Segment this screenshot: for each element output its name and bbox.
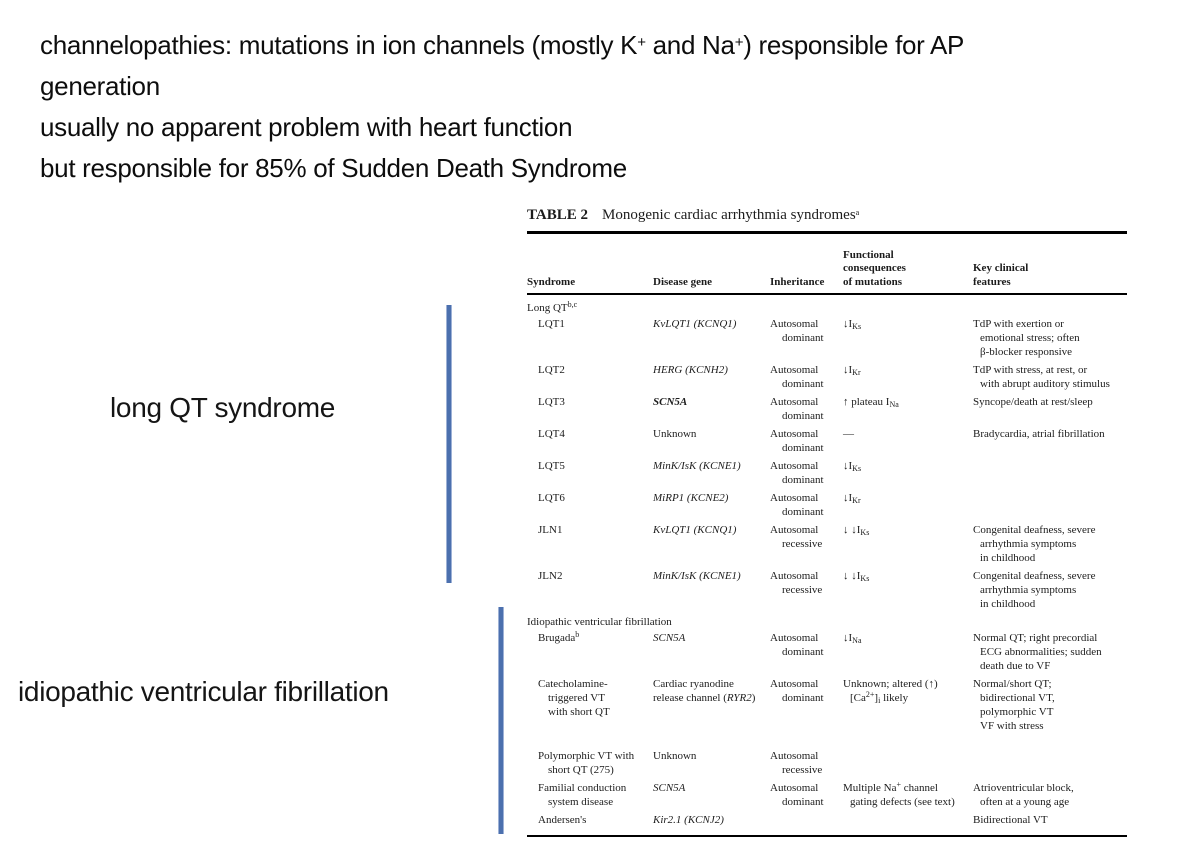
- cell-functional: $↓I_{Kr}$: [843, 364, 861, 377]
- cell-gene: SCN5A: [653, 396, 688, 408]
- table-title: [527, 205, 1127, 225]
- cell-syndrome: JLN2: [538, 570, 563, 582]
- intro-line: generation: [40, 71, 160, 101]
- cell-syndrome: LQT5: [538, 460, 565, 472]
- table-row: [527, 813, 1127, 827]
- table-section-header: Idiopathic ventricular fibrillation: [527, 616, 672, 628]
- cell-syndrome: LQT1: [538, 318, 565, 330]
- cell-functional: —: [843, 428, 854, 440]
- table-row: [527, 363, 1127, 391]
- table-row: [527, 631, 1127, 673]
- cell-functional: $↓I_{Ks}$: [843, 318, 862, 331]
- cell-inheritance: Autosomal dominant: [770, 782, 824, 808]
- cell-gene: Unknown: [653, 750, 697, 762]
- annotation-idiopathic-vf: idiopathic ventricular fibrillation: [18, 676, 389, 707]
- cell-gene: Cardiac ryanodine release channel (RYR2): [653, 678, 756, 704]
- table-row: [527, 523, 1127, 565]
- cell-clinical: Syncope/death at rest/sleep: [973, 396, 1093, 408]
- column-header: Key clinical features: [973, 262, 1029, 288]
- cell-inheritance: Autosomal dominant: [770, 364, 824, 390]
- annotation-long-qt-syndrome: long QT syndrome: [110, 392, 336, 423]
- cell-clinical: Atrioventricular block, often at a young age: [973, 782, 1074, 808]
- cell-inheritance: Autosomal recessive: [770, 750, 823, 776]
- cell-gene: Kir2.1 (KCNJ2): [653, 814, 724, 826]
- intro-line: usually no apparent problem with heart function: [40, 112, 573, 142]
- table-title-text: Monogenic cardiac arrhythmia syndromes$^a$: [602, 207, 860, 223]
- cell-gene: MinK/IsK (KCNE1): [653, 570, 741, 582]
- cell-clinical: Normal QT; right precordial ECG abnormalities; sudden death due to VF: [973, 632, 1102, 672]
- table-bottom-rule: [527, 835, 1127, 837]
- cell-syndrome: LQT4: [538, 428, 565, 440]
- cell-clinical: Bidirectional VT: [973, 814, 1048, 826]
- cell-gene: SCN5A: [653, 782, 686, 794]
- cell-gene: KvLQT1 (KCNQ1): [653, 318, 737, 330]
- cell-inheritance: Autosomal recessive: [770, 524, 823, 550]
- cell-syndrome: Familial conduction system disease: [538, 782, 627, 808]
- table-row: [527, 459, 1127, 487]
- cell-gene: MinK/IsK (KCNE1): [653, 460, 741, 472]
- cell-clinical: Congenital deafness, severe arrhythmia symptoms in childhood: [973, 570, 1096, 610]
- table-row: [527, 749, 1127, 777]
- table-row: [527, 491, 1127, 519]
- cell-functional: Unknown; altered (↑) $[Ca^{2+}]_i$ likely: [843, 678, 938, 705]
- table-row: [527, 427, 1127, 455]
- cell-gene: KvLQT1 (KCNQ1): [653, 524, 737, 536]
- table-row: [527, 317, 1127, 359]
- cell-syndrome: LQT3: [538, 396, 565, 408]
- cell-inheritance: Autosomal dominant: [770, 492, 824, 518]
- cell-functional: $↓I_{Na}$: [843, 632, 862, 645]
- cell-inheritance: Autosomal dominant: [770, 396, 824, 422]
- column-header: Inheritance: [770, 275, 825, 288]
- cell-inheritance: Autosomal dominant: [770, 678, 824, 704]
- cell-syndrome: LQT2: [538, 364, 565, 376]
- column-header: Disease gene: [653, 275, 712, 288]
- column-header: Syndrome: [527, 275, 576, 288]
- column-header: Functional consequences of mutations: [843, 248, 906, 288]
- long-qt-bracket-line: [446, 305, 452, 583]
- cell-inheritance: Autosomal dominant: [770, 460, 824, 486]
- cell-functional: [843, 749, 973, 777]
- cell-syndrome: Brugada$^b$: [538, 630, 580, 644]
- cell-inheritance: Autosomal dominant: [770, 318, 824, 344]
- cell-functional: [843, 813, 973, 827]
- cell-syndrome: Polymorphic VT with short QT (275): [538, 750, 635, 776]
- table-figure: [527, 205, 1127, 837]
- cell-syndrome: Andersen's: [538, 814, 587, 826]
- cell-inheritance: Autosomal dominant: [770, 428, 824, 454]
- cell-clinical: [973, 491, 1127, 519]
- cell-syndrome: LQT6: [538, 492, 565, 504]
- cell-clinical: Bradycardia, atrial fibrillation: [973, 428, 1105, 440]
- cell-clinical: TdP with exertion or emotional stress; often β-blocker responsive: [973, 318, 1080, 358]
- table-header-row: [527, 234, 1127, 295]
- cell-functional: $↓I_{Ks}$: [843, 460, 862, 473]
- table-row: [527, 569, 1127, 611]
- table-body: [527, 295, 1127, 827]
- cell-functional: ↑ plateau $I_{Na}$: [843, 396, 899, 409]
- cell-syndrome: JLN1: [538, 524, 563, 536]
- cell-functional: ↓ $↓I_{Ks}$: [843, 570, 870, 583]
- cell-functional: $↓I_{Kr}$: [843, 492, 861, 505]
- intro-line: but responsible for 85% of Sudden Death Syndrome: [40, 153, 627, 183]
- cell-functional: Multiple Na+ channel gating defects (see text): [843, 780, 955, 808]
- table-row: [527, 677, 1127, 733]
- cell-inheritance: Autosomal dominant: [770, 632, 824, 658]
- cell-clinical: Congenital deafness, severe arrhythmia symptoms in childhood: [973, 524, 1096, 564]
- table-row: [527, 395, 1127, 423]
- cell-inheritance: [770, 813, 843, 827]
- intro-line: channelopathies: mutations in ion channels (mostly K+ and Na+) responsible for AP: [40, 30, 965, 60]
- cell-clinical: [973, 749, 1127, 777]
- cell-clinical: TdP with stress, at rest, or with abrupt auditory stimulus: [973, 364, 1110, 390]
- cell-functional: ↓ $↓I_{Ks}$: [843, 524, 870, 537]
- cell-clinical: [973, 459, 1127, 487]
- cell-clinical: Normal/short QT; bidirectional VT, polymorphic VT VF with stress: [973, 678, 1055, 732]
- cell-inheritance: Autosomal recessive: [770, 570, 823, 596]
- cell-gene: Unknown: [653, 428, 697, 440]
- table-section-header: Long QT$^{b,c}$: [527, 300, 578, 314]
- table-row: [527, 781, 1127, 809]
- cell-gene: SCN5A: [653, 632, 686, 644]
- cell-gene: MiRP1 (KCNE2): [653, 492, 729, 504]
- cell-gene: HERG (KCNH2): [653, 364, 728, 376]
- table-title-label: TABLE 2: [527, 207, 588, 223]
- cell-syndrome: Catecholamine- triggered VT with short QT: [538, 678, 610, 718]
- intro-text: [40, 22, 1170, 189]
- ivf-bracket-line: [498, 607, 504, 834]
